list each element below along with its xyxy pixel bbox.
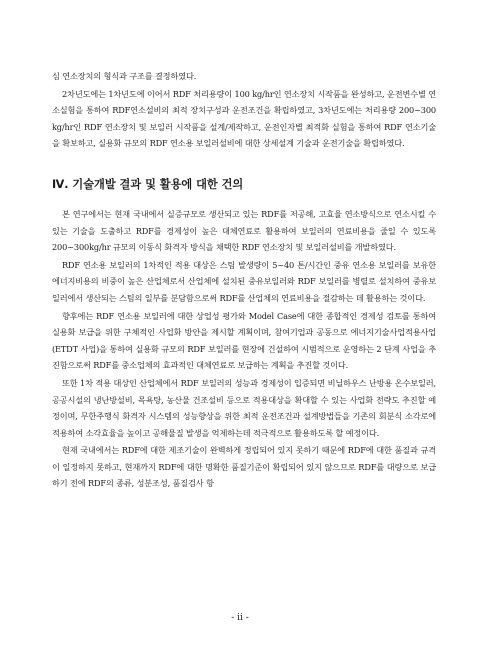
paragraph-5: 향후에는 RDF 연소용 보일러에 대한 상업성 평가와 Model Case에 대한 종합적인 경제성 검토를 통하여 실용화 보급을 위한 구체적인 사업화 방안을 제시할 계획이며, 참여기업과 공동으로 에너지기술사업적용사업(ETDT 사업)을 통하여 실용화 규모의 RDF 보일러를 현장에 건설하여 시범적으로 운영하는 2 단계 사업을 추진함으로써 RDF를 중소업체의 효과적인 대체연료로 보급하는 계획을 추진할 것이다. [52, 310, 436, 371]
paragraph-2: 2차년도에는 1차년도에 이어서 RDF 처리용량이 100 kg/hr인 연소장치 시작품을 완성하고, 운전변수별 연소실험을 통하여 RDF연소설비의 최적 장치구성과 운전조건을 확립하였고, 3차년도에는 처리용량 200~300 kg/hr인 RDF 연소장치 및 보일러 시작품을 설계/제작하고, 운전인자별 최적화 실험을 통하여 RDF 연소기술을 확보하고, 실용화 규모의 RDF 연소용 보일러설비에 대한 상세설계 기술과 운전기술을 확립하였다. [52, 88, 436, 149]
section-heading: Ⅳ. 기술개발 결과 및 활용에 대한 건의 [52, 177, 244, 191]
paragraph-3: 본 연구에서는 현재 국내에서 실증규모로 생산되고 있는 RDF를 저공해, 고효율 연소방식으로 연소시킬 수 있는 기술을 도출하고 RDF를 경제성이 높은 대체연료로 활용하여 보일러의 연료비용을 줄일 수 있도록 200~300kg/hr 규모의 이동식 화격자 방식을 채택한 RDF 연소장치 및 보일러설비를 개발하였다. [52, 208, 436, 253]
page-body [52, 68, 436, 493]
paragraph-6: 또한 1차 적용 대상인 산업체에서 RDF 보일러의 성능과 경제성이 입증되면 비닐하우스 난방용 온수보일러, 공공시설의 냉난방설비, 목욕탕, 농산물 건조설비 등으로 적용대상을 확대할 수 있는 사업화 전략도 추진할 예정이며, 무한주행식 화격자 시스템의 성능향상을 위한 최적 운전조건과 설계방법들을 기존의 회분식 소각로에 적용하여 소각효율을 높이고 공해물질 발생을 억제하는데 적극적으로 활용하도록 할 예정이다. [52, 377, 436, 438]
paragraph-7: 현재 국내에서는 RDF에 대한 제조기술이 완벽하게 정립되어 있지 못하기 때문에 RDF에 대한 품질과 규격이 일정하지 못하고, 현재까지 RDF에 대한 명확한 품질기준이 확립되어 있지 않으므로 RDF를 대량으로 보급하기 전에 RDF의 종류, 성분조성, 품질검사 항 [52, 445, 436, 489]
paragraph-1: 심 연소장치의 형식과 구조를 결정하였다. [52, 71, 197, 81]
page-number: - ii - [231, 613, 249, 623]
paragraph-4: RDF 연소용 보일러의 1차적인 적용 대상은 스팀 발생량이 5~40 톤/시간인 중유 연소용 보일러를 보유한 에너지비용의 비중이 높은 산업체로서 산업체에 설치된 중유보일러와 RDF 보일러를 병렬로 설치하여 중유보일러에서 생산되는 스팀의 일부를 분담함으로써 RDF를 산업체의 연료비용을 절감하는 데 활용하는 것이다. [52, 259, 436, 303]
